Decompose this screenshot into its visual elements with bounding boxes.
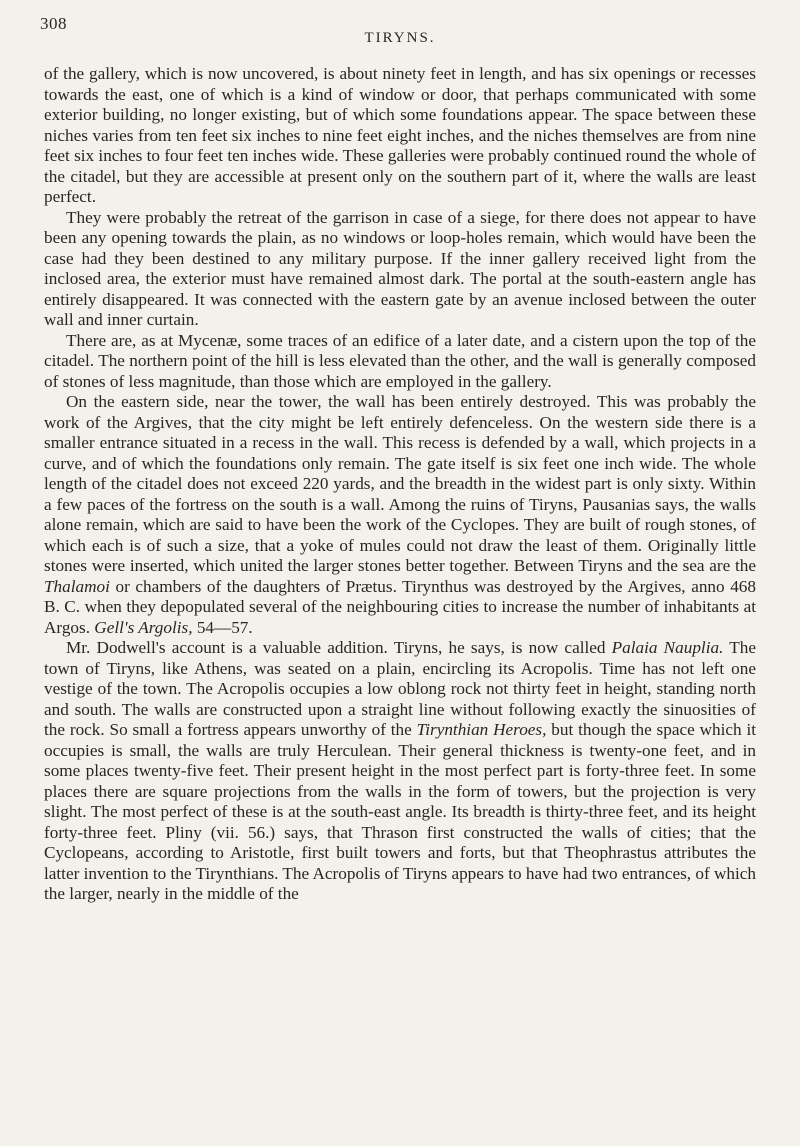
text-segment: There are, as at Mycenæ, some traces of an edifice of a later date, and a cistern upon the top of the citadel. The northern point of the hill is less elevated than the other, and the wall is generally composed of stones of less magnitude, than those which are employed in the gallery. xyxy=(44,330,756,391)
page-number: 308 xyxy=(40,14,67,33)
citation-title: Gell's Argolis, xyxy=(94,617,193,637)
paragraph-5 xyxy=(44,638,756,905)
text-segment: The town of Tiryns, like Athens, was seated on a plain, encircling its Acropolis. Time has not left one vestige of the town. The Acropolis occupies a low oblong rock not thirty feet in height, standing north and south. The walls are constructed upon a straight line without following exactly the sinuosities of the rock. So small a fortress appears unworthy of the xyxy=(44,638,756,739)
running-title: TIRYNS. xyxy=(364,30,436,46)
paragraph-3 xyxy=(44,331,756,393)
text-segment: or chambers of the daughters of Prætus. Tirynthus was destroyed by the Argives, anno 468 B. C. when they depopulated several of the neighbouring cities to increase the number of inhabitants at Argos. xyxy=(44,576,756,637)
text-segment: Mr. Dodwell's account is a valuable addition. Tiryns, he says, is now called xyxy=(66,638,612,657)
paragraph-2 xyxy=(44,208,756,331)
citation-pages: 54—57. xyxy=(192,617,253,637)
text-segment: They were probably the retreat of the garrison in case of a siege, for there does not appear to have been any opening towards the plain, as no windows or loop-holes remain, which would have been the case had they been destined to any military purpose. If the inner gallery received light from the inclosed area, the exterior must have remained almost dark. The portal at the south-eastern angle has entirely disappeared. It was connected with the eastern gate by an avenue inclosed between the outer wall and inner curtain. xyxy=(44,207,756,329)
text-segment: of the gallery, which is now uncovered, is about ninety feet in length, and has six openings or recesses towards the east, one of which is a kind of window or door, that perhaps communicated with some exterior building, no longer existing, but of which some foundations appear. The space between these niches varies from ten feet six inches to nine feet eight inches, and the niches themselves are from nine feet six inches to four feet ten inches wide. These galleries were probably continued round the whole of the citadel, but they are accessible at present only on the southern part of it, where the walls are least perfect. xyxy=(44,64,756,206)
body-text xyxy=(44,64,756,905)
italic-term-thalamoi: Thalamoi xyxy=(44,576,110,596)
text-segment: but though the space which it occupies is small, the walls are truly Herculean. Their general thickness is twenty-one feet, and in some places twenty-five feet. Their present height in the most perfect part is forty-three feet. In some places there are square projections from the walls in the form of towers, but the projection is very slight. The most perfect of these is at the south-east angle. Its breadth is thirty-three feet, and its height forty-three feet. Pliny (vii. 56.) says, that Thrason first constructed the walls of cities; that the Cyclopeans, according to Aristotle, first built towers and forts, but that Theophrastus attributes the latter invention to the Tirynthians. The Acropolis of Tiryns appears to have had two entrances, of which the larger, nearly in the middle of the xyxy=(44,720,756,903)
paragraph-4 xyxy=(44,392,756,638)
italic-term-palaia-nauplia: Palaia Nauplia. xyxy=(611,638,724,657)
paragraph-1 xyxy=(44,64,756,208)
text-segment: On the eastern side, near the tower, the wall has been entirely destroyed. This was probably the work of the Argives, that the city might be left entirely defenceless. On the western side there is a smaller entrance situated in a recess in the wall. This recess is defended by a wall, which projects in a curve, and of which the foundations only remain. The gate itself is six feet one inch wide. The whole length of the citadel does not exceed 220 yards, and the breadth in the widest part is only sixty. Within a few paces of the fortress on the south is a wall. Among the ruins of Tiryns, Pausanias says, the walls alone remain, which are said to have been the work of the Cyclopes. They are built of rough stones, of which each is of such a size, that a yoke of mules could not draw the least of them. Originally little stones were inserted, which united the larger stones better together. Between Tiryns and the sea are the xyxy=(44,392,756,575)
italic-term-tirynthian-heroes: Tirynthian Heroes, xyxy=(416,720,547,739)
